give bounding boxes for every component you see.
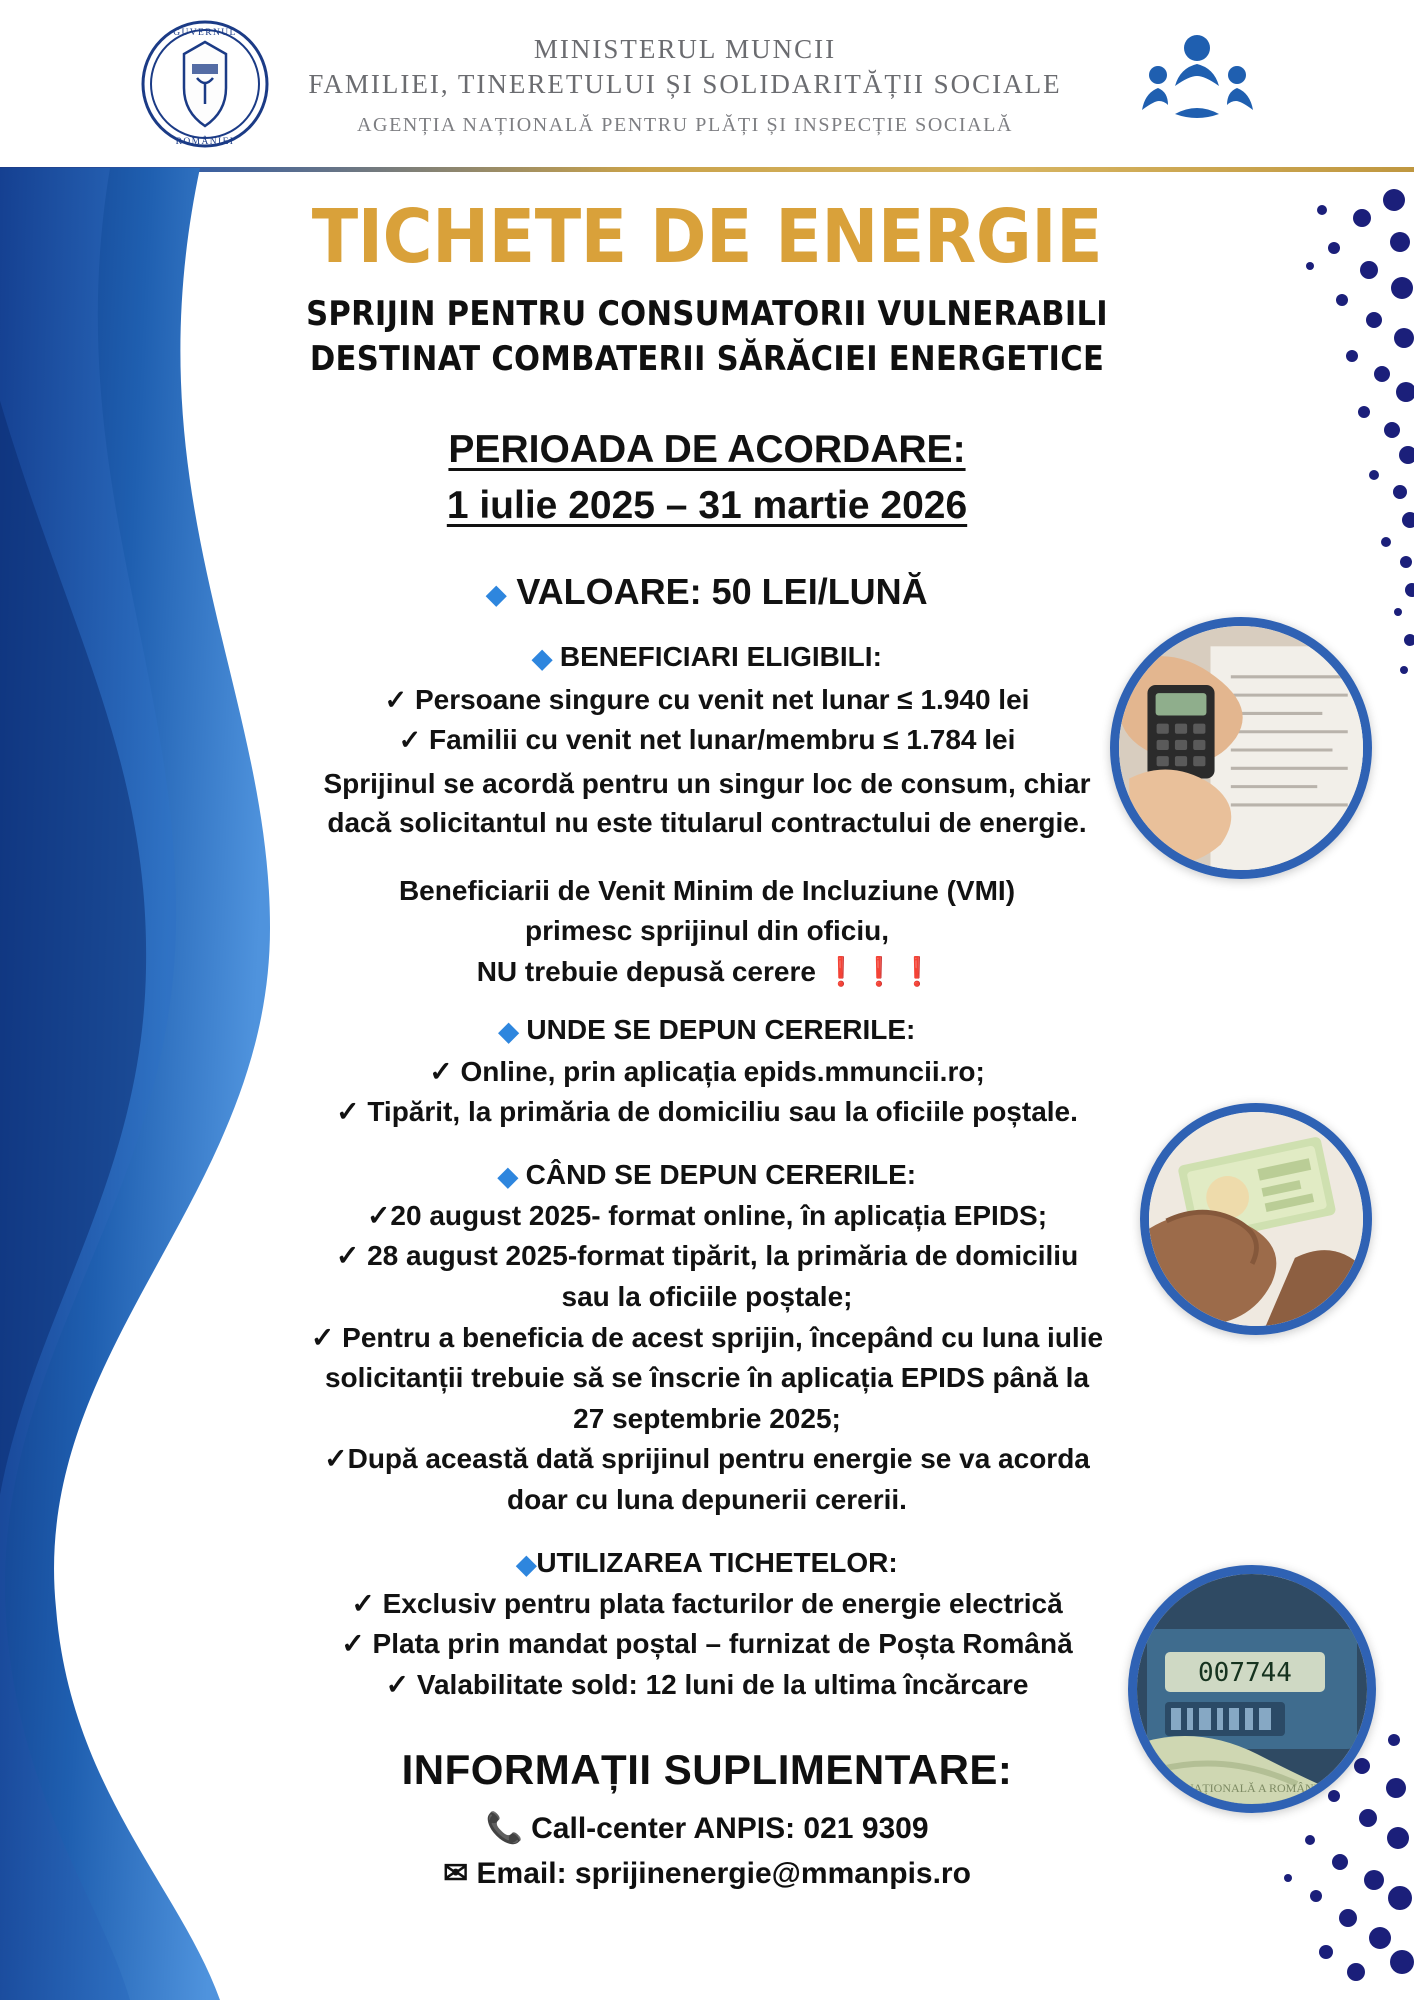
check-icon: ✓: [335, 1240, 360, 1272]
note-line-2: dacă solicitantul nu este titularul contractului de energie.: [327, 807, 1087, 839]
diamond-bullet-icon: ◆: [486, 578, 507, 609]
list-item-label: Familii cu venit net lunar/membru ≤ 1.784 lei: [428, 723, 1016, 755]
additional-info-title: INFORMAȚII SUPLIMENTARE:: [401, 1745, 1013, 1793]
contact-phone: Call-center ANPIS: 021 9309: [531, 1811, 929, 1845]
list-item: [60, 1196, 1354, 1237]
usage-list: [60, 1584, 1354, 1706]
phone-icon: 📞: [485, 1811, 523, 1845]
when-heading-text: CÂND SE DEPUN CERERILE:: [525, 1158, 917, 1190]
list-item: [60, 1052, 1354, 1093]
list-item-label: 28 august 2025-format tipărit, la primăria de domiciliu: [367, 1240, 1079, 1272]
poster-content: [0, 172, 1414, 2000]
value-text: VALOARE: 50 LEI/LUNĂ: [516, 570, 928, 612]
svg-text:GUVERNUL: GUVERNUL: [173, 28, 237, 38]
period-block: [60, 422, 1354, 535]
page-title: TICHETE DE ENERGIE: [311, 194, 1103, 280]
check-icon: ✓: [310, 1321, 335, 1353]
where-list: [60, 1052, 1354, 1133]
check-icon: ✓: [384, 684, 408, 715]
contact-email-row: [60, 1851, 1354, 1896]
check-icon: ✓: [336, 1096, 360, 1128]
ministry-line-1: MINISTERUL MUNCII: [533, 34, 837, 64]
envelope-icon: ✉: [443, 1856, 469, 1890]
svg-text:NAȚIONALĂ A ROMÂNIEI: NAȚIONALĂ A ROMÂNIEI: [1185, 1781, 1329, 1795]
list-item-label: Plata prin mandat poștal – furnizat de Poșta Română: [372, 1628, 1073, 1660]
check-icon: ✓: [429, 1055, 453, 1087]
beneficiaries-heading-text: BENEFICIARI ELIGIBILI:: [559, 640, 882, 672]
diamond-bullet-icon: ◆: [516, 1548, 537, 1579]
check-icon: ✓: [366, 1199, 391, 1231]
list-item-label: După această dată sprijinul pentru energie se va acorda: [347, 1443, 1090, 1475]
agency-line: AGENȚIA NAȚIONALĂ PENTRU PLĂȚI ȘI INSPECȚIE SOCIALĂ: [356, 114, 1013, 136]
list-item-label: 20 august 2025- format online, în aplicația EPIDS;: [390, 1199, 1048, 1231]
list-item-label: Persoane singure cu venit net lunar ≤ 1.940 lei: [414, 683, 1030, 715]
list-item: [60, 1092, 1354, 1133]
list-item-label: Online, prin aplicația epids.mmuncii.ro;: [460, 1055, 985, 1087]
ministry-titles: [290, 34, 1080, 137]
period-value: 1 iulie 2025 – 31 martie 2026: [446, 484, 968, 528]
list-item-continuation: 27 septembrie 2025;: [573, 1402, 841, 1434]
check-icon: ✓: [341, 1628, 365, 1660]
note-line-1: Sprijinul se acordă pentru un singur loc de consum, chiar: [323, 768, 1091, 800]
vmi-line-3-text: NU trebuie depusă cerere: [476, 955, 816, 987]
ministry-line-2: FAMILIEI, TINERETULUI ȘI SOLIDARITĂȚII SOCIALE: [308, 69, 1062, 99]
list-item: [60, 1665, 1354, 1706]
usage-heading-text: UTILIZAREA TICHETELOR:: [536, 1546, 898, 1578]
list-item-label: Valabilitate sold: 12 luni de la ultima încărcare: [416, 1668, 1029, 1700]
vmi-line-1: Beneficiarii de Venit Minim de Incluziune (VMI): [398, 874, 1016, 906]
exclamation-icon: ❗❗❗: [823, 955, 938, 987]
svg-text:007744: 007744: [1198, 1658, 1292, 1688]
usage-heading: [60, 1547, 1354, 1580]
period-label: PERIOADA DE ACORDARE:: [448, 427, 966, 471]
when-heading: [60, 1159, 1354, 1192]
contact-phone-row: [60, 1806, 1354, 1851]
list-item: [60, 680, 1354, 720]
subtitle-line-1: SPRIJIN PENTRU CONSUMATORII VULNERABILI: [306, 294, 1108, 334]
list-item: [60, 1318, 1354, 1359]
vmi-note: [60, 871, 1354, 993]
check-icon: ✓: [324, 1443, 348, 1475]
where-heading-text: UNDE SE DEPUN CERERILE:: [526, 1014, 916, 1046]
svg-text:ROMÂNIEI: ROMÂNIEI: [175, 137, 235, 147]
contact-email: Email: sprijinenergie@mmanpis.ro: [476, 1856, 971, 1890]
anpis-logo-icon: [1132, 28, 1262, 138]
list-item-continuation: sau la oficiile poștale;: [561, 1281, 853, 1313]
vmi-line-3: [60, 952, 1354, 993]
list-item: [60, 720, 1354, 760]
where-heading: [60, 1014, 1354, 1047]
document-header: [0, 0, 1414, 172]
beneficiaries-list: [60, 680, 1354, 760]
check-icon: ✓: [351, 1587, 375, 1619]
list-item: [60, 1439, 1354, 1480]
vmi-line-2: primesc sprijinul din oficiu,: [524, 915, 890, 947]
single-consumption-note: [60, 765, 1354, 842]
coat-of-arms-icon: [140, 16, 270, 152]
list-item: [60, 1624, 1354, 1665]
list-item-continuation: doar cu luna depunerii cererii.: [507, 1484, 907, 1516]
diamond-bullet-icon: ◆: [497, 1160, 518, 1191]
list-item: [60, 1236, 1354, 1277]
poster-subtitle: [125, 292, 1290, 382]
list-item-label: Tipărit, la primăria de domiciliu sau la oficiile poștale.: [367, 1096, 1078, 1128]
contact-block: [60, 1806, 1354, 1896]
subtitle-line-2: DESTINAT COMBATERII SĂRĂCIEI ENERGETICE: [309, 338, 1105, 379]
beneficiaries-heading: [60, 641, 1354, 674]
value-line: [60, 571, 1354, 613]
list-item: [60, 1584, 1354, 1625]
check-icon: ✓: [385, 1668, 410, 1700]
diamond-bullet-icon: ◆: [532, 642, 553, 673]
list-item-label: Exclusiv pentru plata facturilor de energie electrică: [382, 1587, 1063, 1619]
list-item-label: Pentru a beneficia de acest sprijin, începând cu luna iulie: [342, 1321, 1104, 1353]
diamond-bullet-icon: ◆: [498, 1016, 519, 1047]
when-list: [60, 1196, 1354, 1521]
check-icon: ✓: [398, 724, 422, 755]
list-item-continuation: solicitanții trebuie să se înscrie în aplicația EPIDS până la: [324, 1362, 1090, 1394]
